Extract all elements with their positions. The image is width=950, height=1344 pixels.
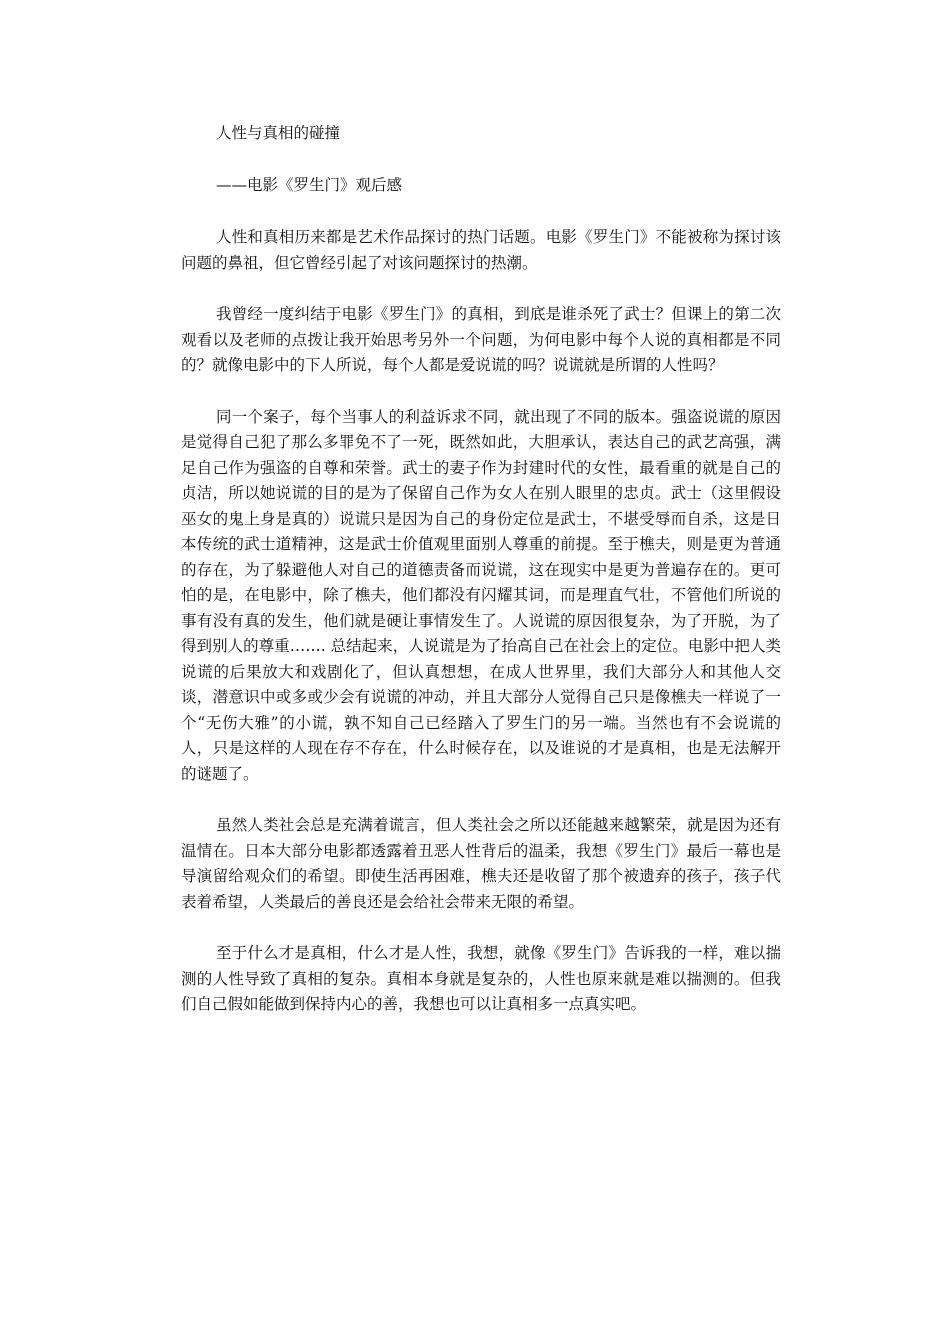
document-title: 人性与真相的碰撞 <box>216 124 341 142</box>
document-page <box>181 121 781 1044</box>
paragraph-2: 我曾经一度纠结于电影《罗生门》的真相，到底是谁杀死了武士？但课上的第二次观看以及老师的点拨让我开始思考另外一个问题，为何电影中每个人说的真相都是不同的？就像电影中的下人所说，每个人都是爱说谎的吗？说谎就是所谓的人性吗？ <box>181 305 781 374</box>
paragraph-4: 虽然人类社会总是充满着谎言，但人类社会之所以还能越来越繁荣，就是因为还有温情在。日本大部分电影都透露着丑恶人性背后的温柔，我想《罗生门》最后一幕也是导演留给观众们的希望。即使生活再困难，樵夫还是收留了那个被遗弃的孩子，孩子代表着希望，人类最后的善良还是会给社会带来无限的希望。 <box>181 816 781 911</box>
paragraph-3: 同一个案子，每个当事人的利益诉求不同，就出现了不同的版本。强盗说谎的原因是觉得自己犯了那么多罪免不了一死，既然如此，大胆承认，表达自己的武艺高强，满足自己作为强盗的自尊和荣誉。武士的妻子作为封建时代的女性，最看重的就是自己的贞洁，所以她说谎的目的是为了保留自己作为女人在别人眼里的忠贞。武士（这里假设巫女的鬼上身是真的）说谎只是因为自己的身份定位是武士，不堪受辱而自杀，这是日本传统的武士道精神，这是武士价值观里面别人尊重的前提。至于樵夫，则是更为普通的存在，为了躲避他人对自己的道德责备而说谎，这在现实中是更为普遍存在的。更可怕的是，在电影中，除了樵夫，他们都没有闪耀其词，而是理直气壮，不管他们所说的事有没有真的发生，他们就是硬让事情发生了。人说谎的原因很复杂，为了开脱，为了得到别人的尊重……. 总结起来，人说谎是为了抬高自己在社会上的定位。电影中把人类说谎的后果放大和戏剧化了，但认真想想，在成人世界里，我们大部分人和其他人交谈，潜意识中或多或少会有说谎的冲动，并且大部分人觉得自己只是像樵夫一样说了一个“无伤大雅”的小谎，孰不知自己已经踏入了罗生门的另一端。当然也有不会说谎的人，只是这样的人现在存不存在，什么时候存在，以及谁说的才是真相，也是无法解开的谜题了。 <box>181 407 781 783</box>
paragraph-5: 至于什么才是真相，什么才是人性，我想，就像《罗生门》告诉我的一样，难以揣测的人性导致了真相的复杂。真相本身就是复杂的，人性也原来就是难以揣测的。但我们自己假如能做到保持内心的善，我想也可以让真相多一点真实吧。 <box>181 944 781 1013</box>
paragraph-1: 人性和真相历来都是艺术作品探讨的热门话题。电影《罗生门》不能被称为探讨该问题的鼻祖，但它曾经引起了对该问题探讨的热潮。 <box>181 228 781 272</box>
document-subtitle: ——电影《罗生门》观后感 <box>216 175 403 194</box>
